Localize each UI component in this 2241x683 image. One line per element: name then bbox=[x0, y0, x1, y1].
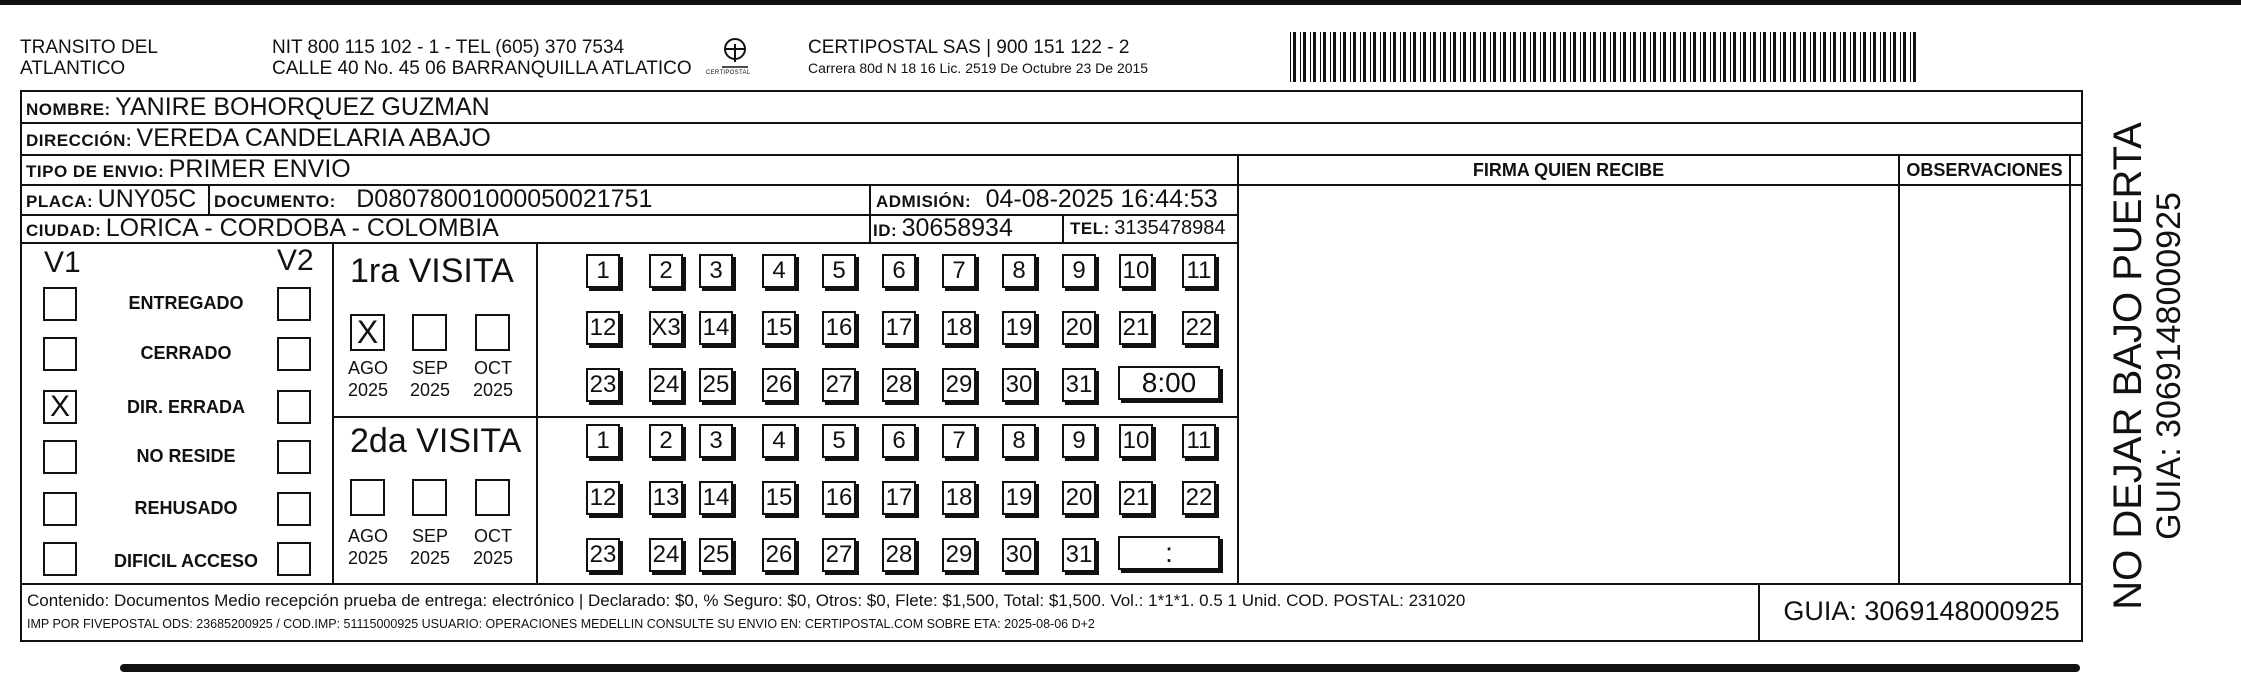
barcode-bar bbox=[1470, 32, 1471, 82]
direccion-field: DIRECCIÓN: VEREDA CANDELARIA ABAJO bbox=[26, 124, 491, 152]
barcode-bar bbox=[1330, 32, 1331, 82]
visit2-day-26[interactable]: 26 bbox=[762, 538, 796, 572]
carrier-logo: CERTIPOSTAL bbox=[700, 34, 770, 82]
barcode-bar bbox=[1903, 32, 1906, 82]
barcode-bar bbox=[1553, 32, 1556, 82]
visit2-day-15[interactable]: 15 bbox=[762, 481, 796, 515]
barcode-bar bbox=[1380, 32, 1381, 82]
visit1-day-20[interactable]: 20 bbox=[1062, 311, 1096, 345]
barcode-bar bbox=[1743, 32, 1746, 82]
visit1-day-25[interactable]: 25 bbox=[699, 368, 733, 402]
barcode-bar bbox=[1843, 32, 1846, 82]
barcode-bar bbox=[1850, 32, 1851, 82]
barcode-bar bbox=[1433, 32, 1436, 82]
visit2-day-27[interactable]: 27 bbox=[822, 538, 856, 572]
visit2-day-12[interactable]: 12 bbox=[586, 481, 620, 515]
barcode-bar bbox=[1653, 32, 1656, 82]
barcode-bar bbox=[1603, 32, 1606, 82]
barcode-bar bbox=[1490, 32, 1491, 82]
barcode-bar bbox=[1290, 32, 1291, 82]
col-line bbox=[2069, 154, 2071, 583]
barcode-bar bbox=[1670, 32, 1671, 82]
status-label-entregado: ENTREGADO bbox=[128, 293, 244, 313]
tipo-envio-field: TIPO DE ENVIO: PRIMER ENVIO bbox=[26, 155, 351, 183]
barcode-bar bbox=[1683, 32, 1686, 82]
barcode-bar bbox=[1430, 32, 1431, 82]
barcode-bar bbox=[1763, 32, 1766, 82]
visit1-day-4[interactable]: 4 bbox=[762, 254, 796, 288]
barcode-bar bbox=[1680, 32, 1681, 82]
barcode-bar bbox=[1530, 32, 1531, 82]
barcode-bar bbox=[1590, 32, 1591, 82]
visit2-title: 2da VISITA bbox=[350, 422, 522, 460]
barcode-bar bbox=[1833, 32, 1836, 82]
v1-checkbox-dificil-acceso[interactable] bbox=[43, 542, 77, 576]
visit1-month-label: SEP bbox=[411, 358, 449, 378]
barcode-bar bbox=[1593, 32, 1596, 82]
barcode-bar bbox=[1473, 32, 1476, 82]
barcode-bar bbox=[1533, 32, 1536, 82]
barcode-bar bbox=[1840, 32, 1841, 82]
barcode-bar bbox=[1730, 32, 1731, 82]
v1-checkbox-entregado[interactable] bbox=[43, 287, 77, 321]
barcode-bar bbox=[1293, 32, 1296, 82]
barcode-bar bbox=[1880, 32, 1881, 82]
barcode-bar bbox=[1303, 32, 1306, 82]
barcode-bar bbox=[1703, 32, 1706, 82]
barcode-bar bbox=[1583, 32, 1586, 82]
col-line bbox=[869, 184, 871, 242]
firma-header: FIRMA QUIEN RECIBE bbox=[1472, 160, 1665, 180]
barcode-bar bbox=[1510, 32, 1511, 82]
visit1-day-29[interactable]: 29 bbox=[942, 368, 976, 402]
visit2-day-6[interactable]: 6 bbox=[882, 424, 916, 458]
barcode-bar bbox=[1890, 32, 1891, 82]
visit2-day-24[interactable]: 24 bbox=[649, 538, 683, 572]
barcode-bar bbox=[1360, 32, 1361, 82]
carrier-info: CERTIPOSTAL SAS | 900 151 122 - 2 Carrera 80d N 18 16 Lic. 2519 De Octubre 23 De 2015 bbox=[808, 37, 1149, 76]
barcode-bar bbox=[1643, 32, 1646, 82]
barcode-bar bbox=[1760, 32, 1761, 82]
visit2-day-21[interactable]: 21 bbox=[1119, 481, 1153, 515]
visit1-day-16[interactable]: 16 bbox=[822, 311, 856, 345]
visit2-day-10[interactable]: 10 bbox=[1119, 424, 1153, 458]
barcode-bar bbox=[1340, 32, 1341, 82]
bottom-edge bbox=[120, 664, 2080, 672]
visit2-day-3[interactable]: 3 bbox=[699, 424, 733, 458]
visit1-day-7[interactable]: 7 bbox=[942, 254, 976, 288]
barcode-bar bbox=[1310, 32, 1311, 82]
v1-checkbox-dir-errada[interactable]: X bbox=[43, 390, 77, 424]
footer-contenido: Contenido: Documentos Medio recepción prueba de entrega: electrónico | Declarado: $0, % Seguro: $0, Otros: $0, Flete: $1,500, Total: $1,500. Vol.: 1*1*1. 0.5 1 Unid. COD. POSTAL: 231020 bbox=[27, 591, 1466, 610]
barcode-bar bbox=[1790, 32, 1791, 82]
footer-imp: IMP POR FIVEPOSTAL ODS: 23685200925 / COD.IMP: 51115000925 USUARIO: OPERACIONES MEDELLIN CONSULTE SU ENVIO EN: CERTIPOSTAL.COM SOBRE ETA: 2025-08-06 D+2 bbox=[27, 617, 1095, 631]
col-line bbox=[1237, 154, 1239, 583]
barcode-bar bbox=[1493, 32, 1496, 82]
barcode-bar bbox=[1563, 32, 1566, 82]
barcode-bar bbox=[1363, 32, 1366, 82]
visit2-day-13[interactable]: 13 bbox=[649, 481, 683, 515]
visit1-year-label: 2025 bbox=[472, 380, 514, 400]
barcode-bar bbox=[1770, 32, 1771, 82]
barcode-bar bbox=[1810, 32, 1811, 82]
visit2-day-28[interactable]: 28 bbox=[882, 538, 916, 572]
barcode-bar bbox=[1753, 32, 1756, 82]
visit2-year-label: 2025 bbox=[472, 548, 514, 568]
visit1-month-label: AGO bbox=[347, 358, 388, 378]
barcode-bar bbox=[1413, 32, 1416, 82]
barcode-bar bbox=[1453, 32, 1456, 82]
barcode-bar bbox=[1543, 32, 1546, 82]
barcode-bar bbox=[1383, 32, 1386, 82]
status-label-dir-errada: DIR. ERRADA bbox=[126, 397, 245, 417]
visit1-time[interactable]: 8:00 bbox=[1118, 366, 1220, 400]
barcode-bar bbox=[1803, 32, 1806, 82]
visit1-day-24[interactable]: 24 bbox=[649, 368, 683, 402]
barcode-bar bbox=[1323, 32, 1326, 82]
visit2-day-23[interactable]: 23 bbox=[586, 538, 620, 572]
status-label-no-reside: NO RESIDE bbox=[136, 446, 236, 466]
barcode-bar bbox=[1623, 32, 1626, 82]
visit1-day-2[interactable]: 2 bbox=[649, 254, 683, 288]
barcode-bar bbox=[1390, 32, 1391, 82]
barcode-bar bbox=[1663, 32, 1666, 82]
barcode-bar bbox=[1333, 32, 1336, 82]
visit2-day-31[interactable]: 31 bbox=[1062, 538, 1096, 572]
tel-field: TEL: 3135478984 bbox=[1070, 217, 1226, 239]
visit2-year-label: 2025 bbox=[409, 548, 451, 568]
v2-label: V2 bbox=[277, 244, 314, 277]
barcode-bar bbox=[1660, 32, 1661, 82]
col-line bbox=[1062, 214, 1064, 242]
barcode-bar bbox=[1450, 32, 1451, 82]
visit2-day-4[interactable]: 4 bbox=[762, 424, 796, 458]
visit2-day-5[interactable]: 5 bbox=[822, 424, 856, 458]
nombre-field: NOMBRE: YANIRE BOHORQUEZ GUZMAN bbox=[26, 93, 490, 121]
visit2-month-label: OCT bbox=[474, 526, 512, 546]
barcode-bar bbox=[1710, 32, 1711, 82]
visit1-day-12[interactable]: 12 bbox=[586, 311, 620, 345]
barcode-bar bbox=[1313, 32, 1316, 82]
visit2-year-label: 2025 bbox=[347, 548, 389, 568]
col-line bbox=[332, 242, 334, 583]
footer-guia: GUIA: 3069148000925 bbox=[1783, 596, 2060, 626]
barcode-bar bbox=[1373, 32, 1376, 82]
sender-name: TRANSITO DEL ATLANTICO bbox=[20, 37, 158, 79]
status-label-rehusado: REHUSADO bbox=[134, 498, 238, 518]
visit2-day-25[interactable]: 25 bbox=[699, 538, 733, 572]
barcode-bar bbox=[1740, 32, 1741, 82]
ciudad-field: CIUDAD: LORICA - CORDOBA - COLOMBIA bbox=[26, 214, 499, 242]
visit2-time[interactable]: : bbox=[1118, 536, 1220, 570]
barcode-bar bbox=[1783, 32, 1786, 82]
placa-field: PLACA: UNY05C bbox=[26, 185, 197, 213]
barcode-bar bbox=[1353, 32, 1356, 82]
visit1-day-10[interactable]: 10 bbox=[1119, 254, 1153, 288]
id-field: ID: 30658934 bbox=[873, 214, 1013, 242]
side-text bbox=[2092, 90, 2202, 642]
visit1-day-17[interactable]: 17 bbox=[882, 311, 916, 345]
visit2-day-18[interactable]: 18 bbox=[942, 481, 976, 515]
visit1-month-ago[interactable]: X bbox=[350, 314, 385, 351]
visit2-month-sep[interactable] bbox=[412, 479, 447, 516]
barcode-bar bbox=[1620, 32, 1621, 82]
visit1-year-label: 2025 bbox=[347, 380, 389, 400]
barcode-bar bbox=[1883, 32, 1886, 82]
barcode-bar bbox=[1830, 32, 1831, 82]
visit-divider bbox=[332, 416, 1237, 418]
visit2-day-1[interactable]: 1 bbox=[586, 424, 620, 458]
barcode-bar bbox=[1913, 32, 1916, 82]
barcode-bar bbox=[1673, 32, 1676, 82]
barcode-bar bbox=[1540, 32, 1541, 82]
visit2-day-8[interactable]: 8 bbox=[1002, 424, 1036, 458]
visit1-day-18[interactable]: 18 bbox=[942, 311, 976, 345]
barcode-bar bbox=[1400, 32, 1401, 82]
observaciones-header: OBSERVACIONES bbox=[1906, 160, 2063, 180]
barcode-bar bbox=[1463, 32, 1466, 82]
visit2-day-16[interactable]: 16 bbox=[822, 481, 856, 515]
barcode-bar bbox=[1480, 32, 1481, 82]
barcode-bar bbox=[1773, 32, 1776, 82]
barcode-bar bbox=[1423, 32, 1426, 82]
visit2-day-17[interactable]: 17 bbox=[882, 481, 916, 515]
barcode-bar bbox=[1610, 32, 1611, 82]
barcode-bar bbox=[1650, 32, 1651, 82]
visit1-day-9[interactable]: 9 bbox=[1062, 254, 1096, 288]
barcode-bar bbox=[1750, 32, 1751, 82]
visit1-day-31[interactable]: 31 bbox=[1062, 368, 1096, 402]
col-line bbox=[208, 184, 210, 214]
barcode-bar bbox=[1713, 32, 1716, 82]
visit1-month-label: OCT bbox=[474, 358, 512, 378]
v1-label: V1 bbox=[44, 246, 81, 279]
barcode-bar bbox=[1600, 32, 1601, 82]
visit1-day-21[interactable]: 21 bbox=[1119, 311, 1153, 345]
top-edge bbox=[0, 0, 2241, 5]
status-label-dificil-acceso: DIFICIL ACCESO bbox=[113, 551, 258, 571]
barcode-bar bbox=[1403, 32, 1406, 82]
visit1-day-14[interactable]: 14 bbox=[699, 311, 733, 345]
barcode-bar bbox=[1370, 32, 1371, 82]
barcode-bar bbox=[1420, 32, 1421, 82]
v2-checkbox-entregado[interactable] bbox=[277, 287, 311, 321]
visit2-month-label: SEP bbox=[411, 526, 449, 546]
visit2-month-label: AGO bbox=[347, 526, 388, 546]
barcode-bar bbox=[1440, 32, 1441, 82]
barcode-bar bbox=[1343, 32, 1346, 82]
barcode-bar bbox=[1630, 32, 1631, 82]
visit2-day-19[interactable]: 19 bbox=[1002, 481, 1036, 515]
barcode-bar bbox=[1500, 32, 1501, 82]
visit1-day-3[interactable]: 3 bbox=[699, 254, 733, 288]
v2-checkbox-cerrado[interactable] bbox=[277, 337, 311, 371]
barcode-bar bbox=[1573, 32, 1576, 82]
barcode-bar bbox=[1863, 32, 1866, 82]
visit2-day-22[interactable]: 22 bbox=[1182, 481, 1216, 515]
col-line bbox=[536, 242, 538, 583]
v2-checkbox-no-reside[interactable] bbox=[277, 440, 311, 474]
side-guia: GUIA: 3069148000925 bbox=[2150, 192, 2188, 540]
barcode-bar bbox=[1700, 32, 1701, 82]
visit2-month-oct[interactable] bbox=[475, 479, 510, 516]
admision-field: ADMISIÓN: 04-08-2025 16:44:53 bbox=[876, 185, 1218, 213]
visit1-day-22[interactable]: 22 bbox=[1182, 311, 1216, 345]
barcode-bar bbox=[1570, 32, 1571, 82]
visit1-day-30[interactable]: 30 bbox=[1002, 368, 1036, 402]
barcode-bar bbox=[1820, 32, 1821, 82]
barcode-bar bbox=[1873, 32, 1876, 82]
barcode-bar bbox=[1823, 32, 1826, 82]
barcode-bar bbox=[1560, 32, 1561, 82]
visit2-day-9[interactable]: 9 bbox=[1062, 424, 1096, 458]
barcode-bar bbox=[1853, 32, 1856, 82]
visit2-day-29[interactable]: 29 bbox=[942, 538, 976, 572]
barcode-bar bbox=[1523, 32, 1526, 82]
barcode-bar bbox=[1693, 32, 1696, 82]
visit1-year-label: 2025 bbox=[409, 380, 451, 400]
status-label-cerrado: CERRADO bbox=[140, 343, 232, 363]
barcode-bar bbox=[1503, 32, 1506, 82]
visit2-day-14[interactable]: 14 bbox=[699, 481, 733, 515]
visit2-day-20[interactable]: 20 bbox=[1062, 481, 1096, 515]
v1-checkbox-no-reside[interactable] bbox=[43, 440, 77, 474]
v2-checkbox-rehusado[interactable] bbox=[277, 492, 311, 526]
barcode-bar bbox=[1613, 32, 1616, 82]
barcode-bar bbox=[1640, 32, 1641, 82]
col-line bbox=[1898, 154, 1900, 583]
visit1-day-1[interactable]: 1 bbox=[586, 254, 620, 288]
barcode-bar bbox=[1350, 32, 1351, 82]
visit1-day-28[interactable]: 28 bbox=[882, 368, 916, 402]
visit1-month-oct[interactable] bbox=[475, 314, 510, 351]
visit1-day-5[interactable]: 5 bbox=[822, 254, 856, 288]
visit1-day-15[interactable]: 15 bbox=[762, 311, 796, 345]
barcode-bar bbox=[1443, 32, 1446, 82]
visit1-day-23[interactable]: 23 bbox=[586, 368, 620, 402]
barcode-bar bbox=[1723, 32, 1726, 82]
barcode-bar bbox=[1720, 32, 1721, 82]
barcode-bar bbox=[1893, 32, 1896, 82]
visit1-day-13[interactable]: X3 bbox=[649, 311, 683, 345]
visit2-day-2[interactable]: 2 bbox=[649, 424, 683, 458]
v2-checkbox-dir-errada[interactable] bbox=[277, 390, 311, 424]
barcode-bar bbox=[1410, 32, 1411, 82]
barcode-bar bbox=[1813, 32, 1816, 82]
v1-checkbox-rehusado[interactable] bbox=[43, 492, 77, 526]
visit2-day-30[interactable]: 30 bbox=[1002, 538, 1036, 572]
barcode-bar bbox=[1550, 32, 1551, 82]
barcode-bar bbox=[1393, 32, 1396, 82]
visit2-day-11[interactable]: 11 bbox=[1182, 424, 1216, 458]
barcode-bar bbox=[1300, 32, 1301, 82]
v1-checkbox-cerrado[interactable] bbox=[43, 337, 77, 371]
visit1-day-6[interactable]: 6 bbox=[882, 254, 916, 288]
visit1-day-19[interactable]: 19 bbox=[1002, 311, 1036, 345]
barcode-bar bbox=[1860, 32, 1861, 82]
documento-field: DOCUMENTO: D08078001000050021751 bbox=[214, 185, 653, 213]
visit1-title: 1ra VISITA bbox=[350, 252, 514, 290]
barcode-bar bbox=[1483, 32, 1486, 82]
barcode-bar bbox=[1460, 32, 1461, 82]
visit1-day-27[interactable]: 27 bbox=[822, 368, 856, 402]
barcode-bar bbox=[1633, 32, 1636, 82]
barcode-bar bbox=[1780, 32, 1781, 82]
barcode-bar bbox=[1793, 32, 1796, 82]
barcode-bar bbox=[1580, 32, 1581, 82]
visit1-day-8[interactable]: 8 bbox=[1002, 254, 1036, 288]
visit2-month-ago[interactable] bbox=[350, 479, 385, 516]
barcode-bar bbox=[1733, 32, 1736, 82]
barcode bbox=[1290, 32, 1922, 82]
barcode-bar bbox=[1513, 32, 1516, 82]
visit2-day-7[interactable]: 7 bbox=[942, 424, 976, 458]
barcode-bar bbox=[1520, 32, 1521, 82]
v2-checkbox-dificil-acceso[interactable] bbox=[277, 542, 311, 576]
barcode-bar bbox=[1870, 32, 1871, 82]
barcode-bar bbox=[1900, 32, 1901, 82]
barcode-bar bbox=[1910, 32, 1911, 82]
visit1-day-26[interactable]: 26 bbox=[762, 368, 796, 402]
side-warning: NO DEJAR BAJO PUERTA bbox=[2106, 122, 2150, 610]
barcode-bar bbox=[1800, 32, 1801, 82]
visit1-month-sep[interactable] bbox=[412, 314, 447, 351]
barcode-bar bbox=[1690, 32, 1691, 82]
visit1-day-11[interactable]: 11 bbox=[1182, 254, 1216, 288]
row-line bbox=[20, 583, 2083, 585]
sender-info: NIT 800 115 102 - 1 - TEL (605) 370 7534 CALLE 40 No. 45 06 BARRANQUILLA ATLATICO bbox=[272, 37, 692, 79]
barcode-bar bbox=[1320, 32, 1321, 82]
